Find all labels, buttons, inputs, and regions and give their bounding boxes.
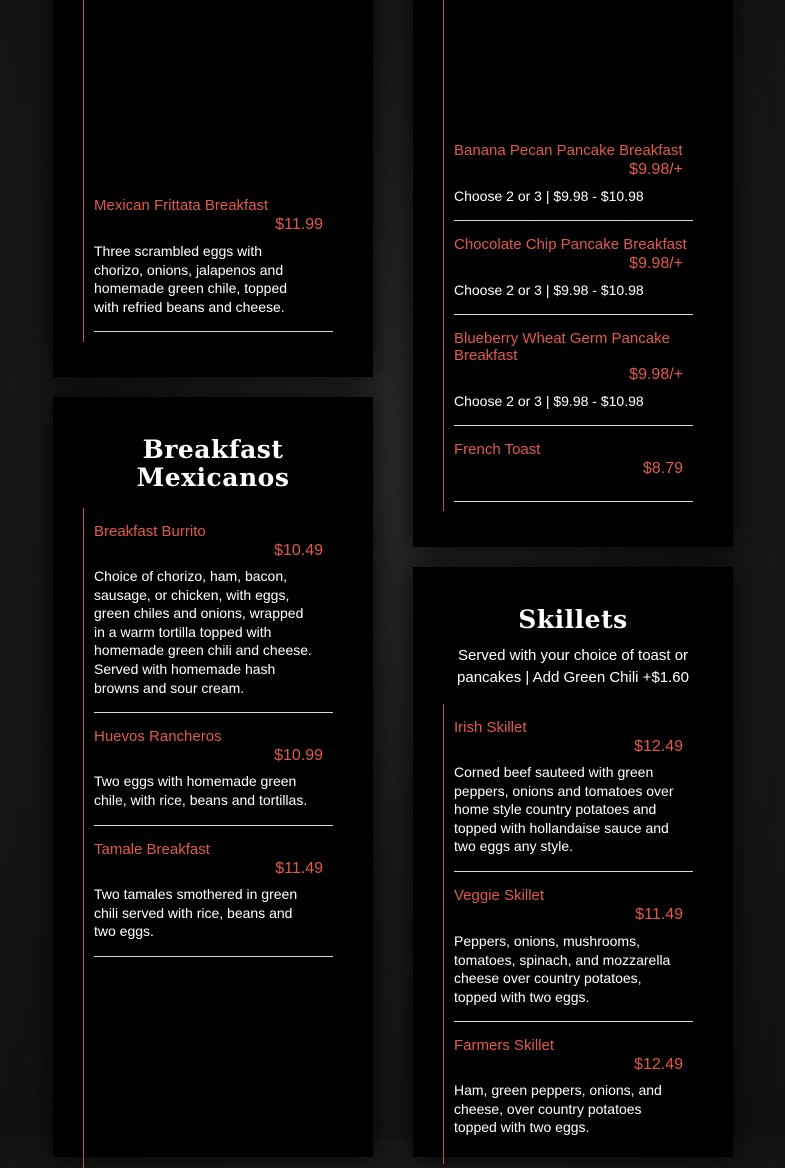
menu-card-frittata [53,0,373,377]
item-divider [454,871,693,872]
item-description: Three scrambled eggs with chorizo, onions, jalapenos and homemade green chile, topped with refried beans and cheese. [94,243,288,315]
item-description: Peppers, onions, mushrooms, tomatoes, spinach, and mozzarella cheese over country potatoes, topped with two eggs. [454,933,671,1005]
card-title: Skillets [518,605,628,634]
card-accent-line [443,0,444,511]
item-divider [94,956,333,957]
card-accent-line [443,704,444,1164]
item-description: Corned beef sauteed with green peppers, onions and tomatoes over home style country potatoes and topped with hollandaise sauce and two eggs any style. [454,764,674,855]
card-accent-line [83,508,84,1168]
item-divider [94,825,333,826]
card-title-line: Mexicanos [136,463,290,492]
item-name: Huevos Rancheros [94,728,222,745]
item-price: $8.79 [642,460,683,477]
item-name: Tamale Breakfast [94,841,210,858]
item-divider [454,220,693,221]
item-price: $10.49 [274,542,323,559]
item-divider [454,501,693,502]
item-price: $9.98/+ [629,255,683,272]
item-divider [454,1021,693,1022]
item-price: $9.98/+ [629,366,683,383]
item-description: Choose 2 or 3 | $9.98 - $10.98 [454,282,644,298]
card-title-line: Breakfast [142,435,284,464]
item-price: $12.49 [634,1056,683,1073]
menu-card-skillets [413,567,733,1157]
item-name: Irish Skillet [454,719,527,736]
card-title [53,436,373,492]
item-name: Farmers Skillet [454,1037,555,1054]
item-description: Choice of chorizo, ham, bacon, sausage, or chicken, with eggs, green chiles and onions, wrapped in a warm tortilla topped with homemade green chili and cheese. Served with homemade hash browns and sour cream. [94,568,312,696]
item-price: $11.49 [635,906,683,923]
item-name: Breakfast Burrito [94,523,206,540]
card-accent-line [83,0,84,342]
item-price: $11.99 [275,216,323,233]
item-description: Choose 2 or 3 | $9.98 - $10.98 [454,188,644,204]
item-divider [94,331,333,332]
item-name: Banana Pecan Pancake Breakfast [454,142,683,159]
item-name: Blueberry Wheat Germ Pancake Breakfast [454,330,670,364]
item-name: Mexican Frittata Breakfast [94,197,269,214]
item-name: Veggie Skillet [454,887,545,904]
item-price: $12.49 [634,738,683,755]
card-subtitle: Served with your choice of toast or pancakes | Add Green Chili +$1.60 [457,647,689,686]
item-description: Choose 2 or 3 | $9.98 - $10.98 [454,393,644,409]
item-name: French Toast [454,441,541,458]
item-description: Ham, green peppers, onions, and cheese, over country potatoes topped with two eggs. [454,1082,662,1136]
item-description: Two tamales smothered in green chili served with rice, beans and two eggs. [94,886,298,940]
item-divider [94,712,333,713]
item-name: Chocolate Chip Pancake Breakfast [454,236,687,253]
item-divider [454,425,693,426]
item-price: $10.99 [274,747,323,764]
item-description: Two eggs with homemade green chile, with rice, beans and tortillas. [94,773,308,808]
item-divider [454,314,693,315]
item-price: $11.49 [275,860,323,877]
menu-card-breakfast-mexicanos [53,397,373,1157]
menu-card-pancakes [413,0,733,547]
item-price: $9.98/+ [629,161,683,178]
